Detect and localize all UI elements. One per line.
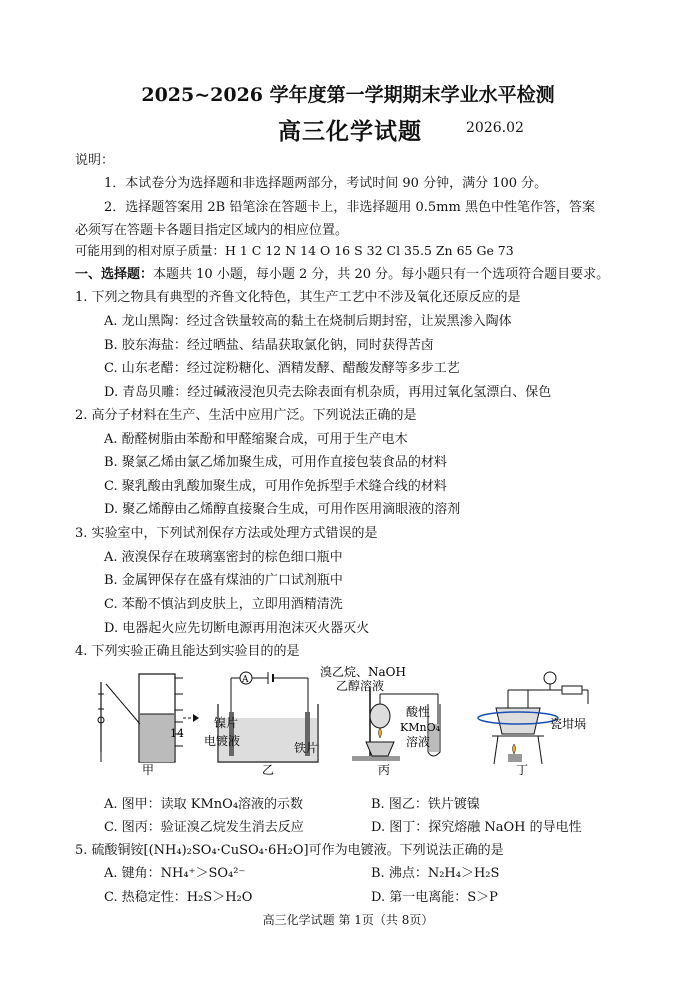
q3-option-a: A. 液溴保存在玻璃塞密封的棕色细口瓶中 <box>104 550 343 565</box>
q4-stem: 4. 下列实验正确且能达到实验目的的是 <box>75 644 300 659</box>
q5-option-b: B. 沸点：N₂H₄＞H₂S <box>371 866 500 881</box>
q3-option-c: C. 苯酚不慎沾到皮肤上，立即用酒精清洗 <box>104 597 343 612</box>
q1-option-c: C. 山东老醋：经过淀粉糖化、酒精发酵、醋酸发酵等多步工艺 <box>104 361 460 376</box>
q4-option-b: B. 图乙：铁片镀镍 <box>371 797 480 812</box>
q2-option-a: A. 酚醛树脂由苯酚和甲醛缩聚合成，可用于生产电木 <box>104 432 408 447</box>
instruction-2: 2．选择题答案用 2B 铅笔涂在答题卡上，非选择题用 0.5mm 黑色中性笔作答，答案 <box>104 200 595 215</box>
exam-date: 2026.02 <box>466 120 524 136</box>
label-crucible: 瓷坩埚 <box>550 717 587 731</box>
q4-option-c: C. 图丙：验证溴乙烷发生消去反应 <box>104 820 304 835</box>
label-acidic: 酸性 <box>406 705 431 719</box>
q4-figures <box>88 664 628 780</box>
label-ding: 丁 <box>516 763 529 777</box>
section-heading-label: 一、选择题： <box>75 267 154 282</box>
q2-option-d: D. 聚乙烯醇由乙烯醇直接聚合生成，可用作医用滴眼液的溶剂 <box>104 502 461 517</box>
q4-option-d: D. 图丁：探究熔融 NaOH 的导电性 <box>371 820 582 835</box>
q4-option-a: A. 图甲：读取 KMnO₄溶液的示数 <box>104 797 304 812</box>
q5-stem: 5. 硫酸铜铵[(NH₄)₂SO₄·CuSO₄·6H₂O]可作为电镀液。下列说法正确的是 <box>75 843 504 858</box>
q3-stem: 3. 实验室中，下列试剂保存方法或处理方式错误的是 <box>75 526 378 541</box>
exam-title: 2025~2026 学年度第一学期期末学业水平检测 <box>141 84 555 106</box>
subject-title: 高三化学试题 <box>278 118 422 145</box>
label-reagent2: 乙醇溶液 <box>336 679 385 693</box>
figure-ding-conductivity <box>478 672 588 777</box>
q1-stem: 1. 下列之物具有典型的齐鲁文化特色，其生产工艺中不涉及氧化还原反应的是 <box>75 290 521 305</box>
label-reagent1: 溴乙烷、NaOH <box>320 665 406 679</box>
figure-jia-burette <box>98 674 199 777</box>
atomic-masses: 可能用到的相对原子质量：H 1 C 12 N 14 O 16 S 32 Cl 35.5 Zn 65 Ge 73 <box>75 243 514 258</box>
instructions-label: 说明： <box>75 153 115 168</box>
q5-option-c: C. 热稳定性：H₂S＞H₂O <box>104 890 253 905</box>
q5-option-a: A. 键角：NH₄⁺＞SO₄²⁻ <box>104 866 246 881</box>
q3-option-b: B. 金属钾保存在盛有煤油的广口试剂瓶中 <box>104 573 343 588</box>
figure-yi-electroplating <box>204 672 318 777</box>
q1-option-b: B. 胶东海盐：经过晒盐、结晶获取氯化钠，同时获得苦卤 <box>104 338 434 353</box>
svg-text:A: A <box>242 675 249 685</box>
q1-option-d: D. 青岛贝雕：经过碱液浸泡贝壳去除表面有机杂质，再用过氧化氢漂白、保色 <box>104 385 552 400</box>
page-footer: 高三化学试题 第 1页（共 8页） <box>262 913 434 927</box>
figure-bing-elimination <box>320 664 441 777</box>
label-jia: 甲 <box>142 763 155 777</box>
instruction-1: 1．本试卷分为选择题和非选择题两部分，考试时间 90 分钟，满分 100 分。 <box>104 176 548 191</box>
label-nickel: 镍片 <box>214 716 239 730</box>
q5-option-d: D. 第一电离能：S＞P <box>371 890 498 905</box>
q2-option-b: B. 聚氯乙烯由氯乙烯加聚生成，可用作直接包装食品的材料 <box>104 455 447 470</box>
label-bing: 丙 <box>378 763 391 777</box>
label-iron: 铁片 <box>294 741 319 755</box>
q3-option-d: D. 电器起火应先切断电源再用泡沫灭火器灭火 <box>104 621 370 636</box>
instruction-2-cont: 必须写在答题卡各题目指定区域内的相应位置。 <box>75 223 349 238</box>
section-heading <box>75 263 609 282</box>
burette-reading: 14 <box>170 727 184 740</box>
q1-option-a: A. 龙山黑陶：经过含铁量较高的黏土在烧制后期封窑，让炭黑渗入陶体 <box>104 314 512 329</box>
section-heading-desc: 本题共 10 小题，每小题 2 分，共 20 分。每小题只有一个选项符合题目要求。 <box>153 267 610 282</box>
label-kmno4: KMnO₄ <box>400 721 440 734</box>
label-plating: 电镀液 <box>204 734 241 748</box>
q2-stem: 2. 高分子材料在生产、生活中应用广泛。下列说法正确的是 <box>75 408 417 423</box>
label-solution: 溶液 <box>406 735 431 749</box>
label-yi: 乙 <box>262 763 275 777</box>
q2-option-c: C. 聚乳酸由乳酸加聚生成，可用作免拆型手术缝合线的材料 <box>104 479 447 494</box>
